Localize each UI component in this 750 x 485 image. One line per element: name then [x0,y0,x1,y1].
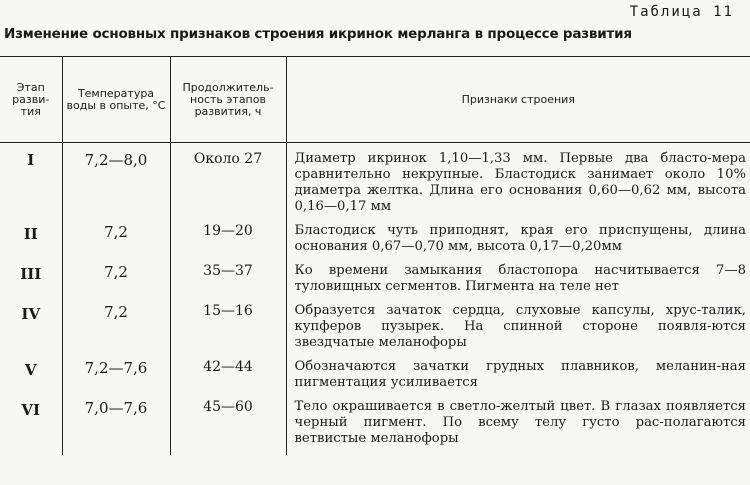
header-features: Признаки строения [286,57,750,143]
features-cell: Бластодиск чуть приподнят, края его приспущены, длина основания 0,67—0,70 мм, высота 0,17—0,20мм [294,223,746,254]
header-duration: Продолжитель-ность этапов развития, ч [170,57,286,143]
table-row [0,303,750,359]
duration-cell: 45—60 [170,399,286,455]
features-cell: Диаметр икринок 1,10—1,33 мм. Первые два бласто-мера сравнительно некрупные. Бластодиск занимает около 10% диаметра желтка. Длина его основания 0,60—0,62 мм, высота 0,16—0,17 мм [294,151,746,214]
table-row [0,143,750,224]
features-cell: Ко времени замыкания бластопора насчитывается 7—8 туловищных сегментов. Пигмента на теле нет [294,263,746,294]
table-row [0,359,750,399]
table-number-label: Таблица 11 [629,4,734,20]
temperature-cell: 7,0—7,6 [62,399,170,455]
stage-cell: III [0,263,62,303]
temperature-cell: 7,2—7,6 [62,359,170,399]
stage-cell: V [0,359,62,399]
duration-cell: 35—37 [170,263,286,303]
temperature-cell: 7,2—8,0 [62,143,170,224]
stage-cell: IV [0,303,62,359]
duration-cell: Около 27 [170,143,286,224]
development-table [0,56,750,455]
stage-cell: II [0,223,62,263]
stage-cell: I [0,143,62,224]
table-row [0,399,750,455]
header-row [0,57,750,143]
temperature-cell: 7,2 [62,223,170,263]
features-cell: Образуется зачаток сердца, слуховые капсулы, хрус-талик, купферов пузырек. На спинной стороне появля-ются звездчатые меланофоры [294,303,746,350]
duration-cell: 15—16 [170,303,286,359]
header-stage: Этап разви-тия [0,57,62,143]
table-row [0,223,750,263]
header-temperature: Температура воды в опыте, °С [62,57,170,143]
table-title: Изменение основных признаков строения икринок мерланга в процессе развития [4,26,632,42]
table-row [0,263,750,303]
temperature-cell: 7,2 [62,303,170,359]
duration-cell: 42—44 [170,359,286,399]
temperature-cell: 7,2 [62,263,170,303]
features-cell: Тело окрашивается в светло-желтый цвет. В глазах появляется черный пигмент. По всему телу густо рас-полагаются ветвистые меланофоры [294,399,746,446]
duration-cell: 19—20 [170,223,286,263]
stage-cell: VI [0,399,62,455]
features-cell: Обозначаются зачатки грудных плавников, меланин-ная пигментация усиливается [294,359,746,390]
